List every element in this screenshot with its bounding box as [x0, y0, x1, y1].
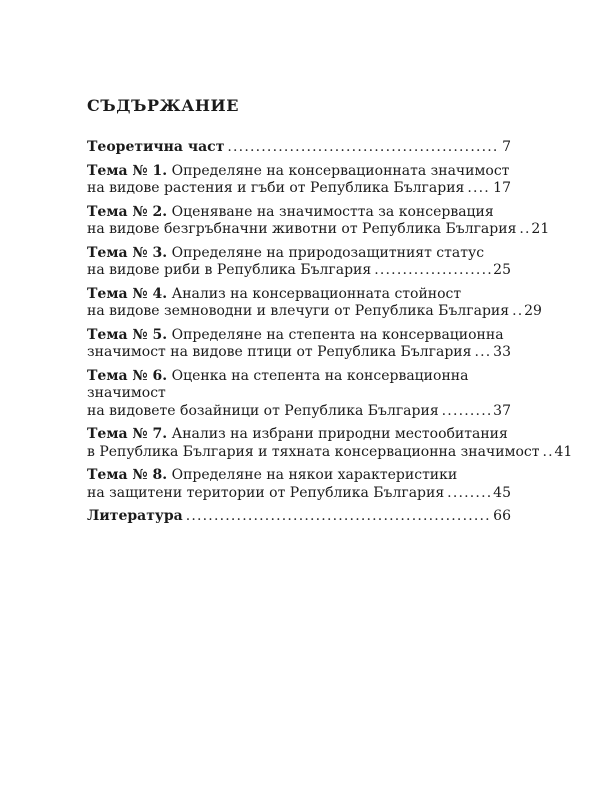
toc-entry-text: Оценка на степента на консервационна значимост [87, 367, 469, 401]
toc-page-number: 25 [493, 262, 511, 278]
toc-entry [87, 467, 511, 502]
toc-entry-line [87, 426, 511, 444]
toc-entry-label: Тема № 5. [87, 326, 168, 343]
toc-entry-line [87, 467, 511, 485]
toc-entry-text: Анализ на избрани природни местообитания [171, 426, 508, 442]
toc-entry-line [87, 245, 511, 263]
toc-entry-line [87, 443, 573, 462]
toc-entry-line [87, 163, 511, 181]
toc-entry [87, 163, 511, 198]
toc-entry [87, 508, 511, 526]
toc-page-number: 37 [493, 402, 511, 419]
toc-entry-line [87, 403, 511, 421]
toc-entry-text: Анализ на консервационната стойност [171, 285, 462, 302]
toc-page-number: 29 [524, 303, 542, 319]
toc-entry-label: Тема № 7. [87, 426, 168, 442]
toc-page-number: 45 [493, 484, 511, 501]
toc-entry-label: Литература [87, 508, 183, 524]
toc-entry-label: Тема № 1. [87, 162, 168, 179]
dot-leader [227, 139, 500, 157]
toc-entry-text: Определяне на консервационната значимост [171, 162, 510, 179]
toc-entry-line [87, 139, 511, 157]
toc-entry [87, 368, 511, 421]
toc-entry-text: Определяне на степента на консервационна [171, 326, 504, 343]
dot-leader [374, 262, 491, 280]
toc-entry [87, 285, 542, 321]
toc-entry [87, 327, 511, 362]
toc-entry-line [87, 327, 511, 345]
toc-entry-line [87, 303, 542, 321]
toc-entry [87, 139, 511, 157]
toc-entry-line [87, 286, 511, 304]
toc-entry-text: в Република България и тяхната консервационна значимост [87, 443, 540, 460]
toc-page-number: 21 [531, 221, 550, 237]
toc-entry-text: Определяне на природозащитният статус [171, 244, 485, 261]
dot-leader [186, 508, 491, 526]
toc-entry-label: Тема № 6. [87, 367, 168, 384]
toc-page-number: 7 [502, 139, 511, 155]
toc-entry-line [87, 180, 511, 198]
toc-entry-text: на видовете бозайници от Република България [87, 402, 439, 419]
toc-entry-text: на видове риби в Република България [87, 262, 372, 278]
toc-entry-label: Тема № 3. [87, 244, 168, 261]
toc-entry-line [87, 344, 511, 362]
toc-entry-line [87, 221, 550, 239]
toc-entry-text: на видове земноводни и влечуги от Република България [87, 303, 510, 319]
dot-leader [474, 344, 491, 362]
toc-entry-text: Оценяване на значимостта за консервация [171, 203, 494, 220]
toc-entry [87, 426, 573, 461]
toc-page-number: 17 [493, 180, 511, 196]
toc-entry-line [87, 262, 511, 280]
toc-entry-line [87, 204, 511, 222]
toc-entry-text: Определяне на някои характеристики [171, 467, 458, 483]
toc-entry-label: Теоретична част [87, 139, 225, 155]
dot-leader [467, 180, 491, 198]
dot-leader [519, 221, 529, 239]
toc-entry [87, 245, 511, 280]
toc-entry-text: на видове растения и гъби от Република България [87, 180, 465, 196]
toc-page-number: 66 [493, 508, 511, 524]
toc-entry [87, 203, 550, 239]
toc-entry-line [87, 368, 511, 403]
toc-entry-text: на защитени територии от Република България [87, 484, 445, 501]
dot-leader [442, 403, 492, 421]
toc-entry-text: значимост на видове птици от Република България [87, 344, 472, 360]
toc-entry-label: Тема № 8. [87, 467, 168, 483]
toc-entry-text: на видове безгръбначни животни от Република България [87, 221, 517, 237]
toc-page-number: 33 [493, 344, 511, 360]
toc-page-number: 41 [554, 443, 573, 460]
toc-entry-line [87, 485, 511, 503]
toc-entry-label: Тема № 4. [87, 285, 168, 302]
toc-entry-label: Тема № 2. [87, 203, 168, 220]
dot-leader [512, 303, 522, 321]
page-title: СЪДЪРЖАНИЕ [87, 96, 240, 115]
dot-leader [542, 444, 552, 462]
toc-entry-line [87, 508, 511, 526]
dot-leader [447, 485, 491, 503]
